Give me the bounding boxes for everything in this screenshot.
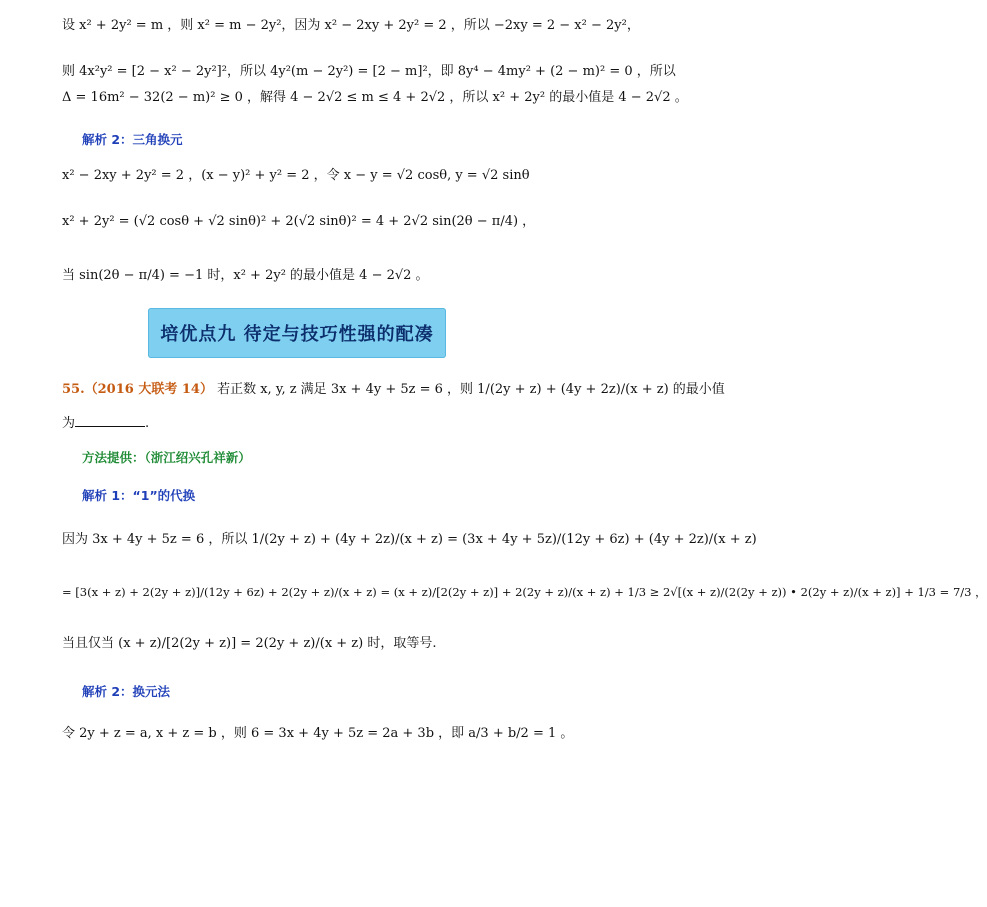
answer-prefix: 为 (62, 416, 76, 431)
problem-number: 55.（2016 大联考 14） (62, 382, 213, 397)
text-line-9: 当且仅当 (x + z)/[2(2y + z)] = 2(2y + z)/(x + z) 时，取等号. (62, 636, 437, 651)
text-line-8: = [3(x + z) + 2(2y + z)]/(12y + 6z) + 2(2y + z)/(x + z) = (x + z)/[2(2y + z)] + 2(2y + z)/(x + z) + 1/3 ≥ 2√[(x + z)/(2(2y + z)) • 2(2y + z)/(x + z)] + 1/3 = 7/3 ， (62, 585, 987, 599)
section-banner: 培优点九 待定与技巧性强的配凑 (148, 308, 446, 358)
text-line-5: x² + 2y² = (√2 cosθ + √2 sinθ)² + 2(√2 sinθ)² = 4 + 2√2 sin(2θ − π/4) ， (62, 214, 536, 229)
text-line-2: 则 4x²y² = [2 − x² − 2y²]²，所以 4y²(m − 2y²) = [2 − m]²，即 8y⁴ − 4my² + (2 − m)² = 0 ，所以 (62, 64, 676, 79)
answer-blank (75, 414, 145, 427)
text-line-3: Δ = 16m² − 32(2 − m)² ≥ 0 ，解得 4 − 2√2 ≤ m ≤ 4 + 2√2 ，所以 x² + 2y² 的最小值是 4 − 2√2 。 (62, 90, 688, 105)
heading-method2-trig: 解析 2：三角换元 (82, 132, 183, 147)
text-line-7: 因为 3x + 4y + 5z = 6 ，所以 1/(2y + z) + (4y + 2z)/(x + z) = (3x + 4y + 5z)/(12y + 6z) + (4y + 2z)/(x + z) (62, 532, 757, 547)
text-line-1: 设 x² + 2y² = m ，则 x² = m − 2y²，因为 x² − 2xy + 2y² = 2 ，所以 −2xy = 2 − x² − 2y²， (62, 18, 640, 33)
problem-text: 若正数 x, y, z 满足 3x + 4y + 5z = 6 ，则 1/(2y + z) + (4y + 2z)/(x + z) 的最小值 (217, 382, 725, 397)
problem-statement (62, 382, 725, 398)
heading-method1: 解析 1：“1”的代换 (82, 488, 196, 503)
text-line-10: 令 2y + z = a, x + z = b ，则 6 = 3x + 4y + 5z = 2a + 3b ，即 a/3 + b/2 = 1 。 (62, 726, 574, 741)
method-provider: 方法提供：（浙江绍兴孔祥新） (82, 450, 251, 465)
text-line-4: x² − 2xy + 2y² = 2 ，(x − y)² + y² = 2 ，令 x − y = √2 cosθ, y = √2 sinθ (62, 168, 530, 183)
problem-answer-line: 为 . (62, 416, 150, 431)
text-line-6: 当 sin(2θ − π/4) = −1 时，x² + 2y² 的最小值是 4 − 2√2 。 (62, 268, 429, 283)
heading-method2-sub: 解析 2：换元法 (82, 684, 171, 699)
